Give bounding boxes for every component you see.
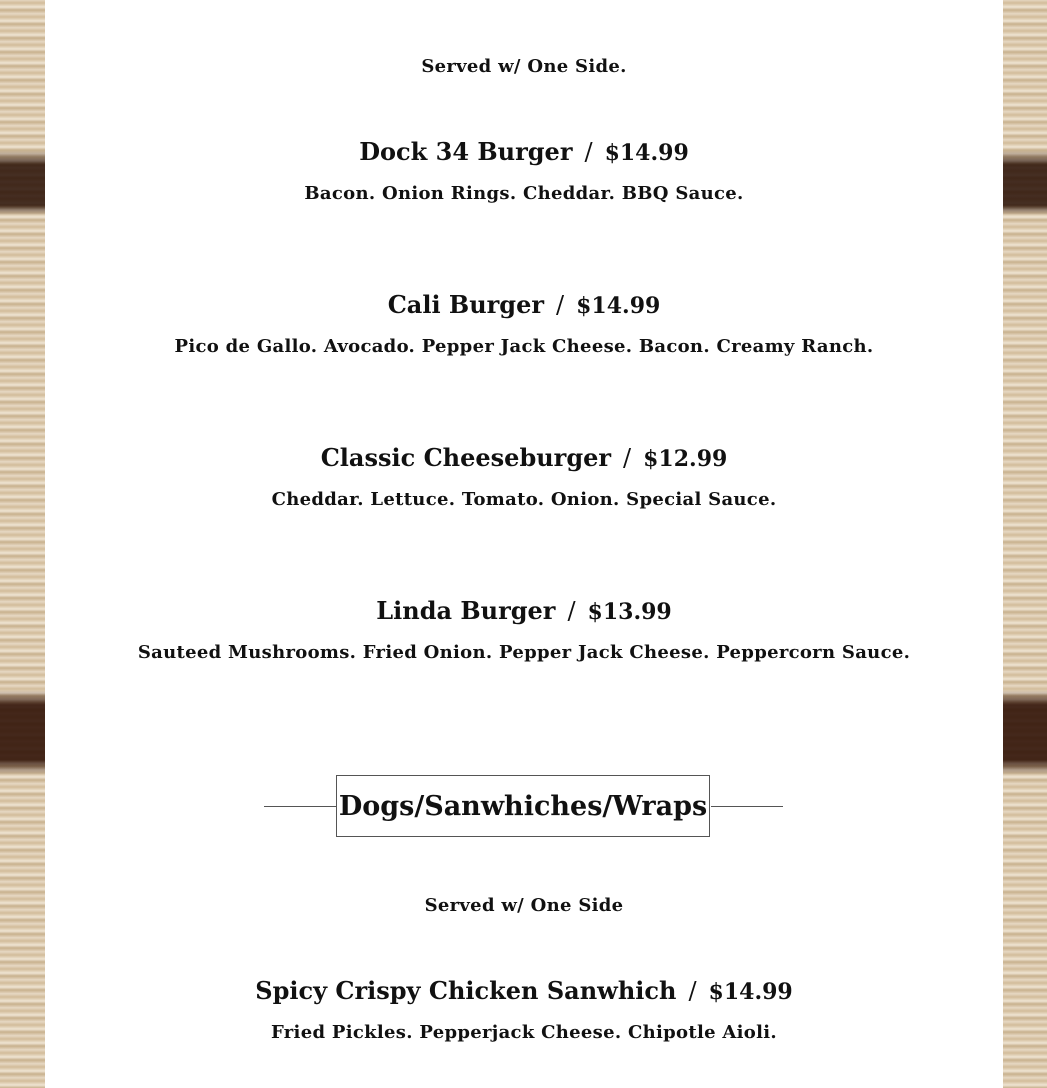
divider-left (264, 806, 336, 807)
menu-item-description: Pico de Gallo. Avocado. Pepper Jack Cheese. Bacon. Creamy Ranch. (174, 336, 874, 357)
menu-item-price: $13.99 (587, 599, 672, 625)
menu-item-description: Fried Pickles. Pepperjack Cheese. Chipotle Aioli. (271, 1022, 777, 1043)
divider-right (711, 806, 783, 807)
menu-item-description: Cheddar. Lettuce. Tomato. Onion. Special Sauce. (271, 489, 777, 510)
menu-item-name: Spicy Crispy Chicken Sanwhich (255, 976, 677, 1005)
menu-item-title (45, 596, 1003, 625)
price-separator: / (556, 291, 565, 319)
menu-item-price: $12.99 (643, 446, 728, 472)
menu-item-description: Sauteed Mushrooms. Fried Onion. Pepper Jack Cheese. Peppercorn Sauce. (137, 642, 911, 663)
burgers-served-note: Served w/ One Side. (421, 56, 627, 77)
menu-item-name: Cali Burger (387, 290, 545, 319)
menu-item-name: Classic Cheeseburger (320, 443, 612, 472)
price-separator: / (567, 597, 576, 625)
price-separator: / (688, 977, 697, 1005)
dogs-served-note: Served w/ One Side (424, 895, 624, 916)
menu-item-title (45, 976, 1003, 1005)
menu-page (45, 0, 1003, 1088)
menu-item-price: $14.99 (604, 140, 689, 166)
menu-item-price: $14.99 (576, 293, 661, 319)
menu-item-name: Dock 34 Burger (359, 137, 573, 166)
section-title: Dogs/Sanwhiches/Wraps (336, 775, 710, 837)
menu-item-title (45, 290, 1003, 319)
price-separator: / (584, 138, 593, 166)
section-header-dogs (45, 775, 1003, 839)
menu-item-price: $14.99 (708, 979, 793, 1005)
price-separator: / (623, 444, 632, 472)
menu-item-title (45, 137, 1003, 166)
menu-item-description: Bacon. Onion Rings. Cheddar. BBQ Sauce. (304, 183, 744, 204)
menu-item-name: Linda Burger (376, 596, 556, 625)
menu-item-title (45, 443, 1003, 472)
